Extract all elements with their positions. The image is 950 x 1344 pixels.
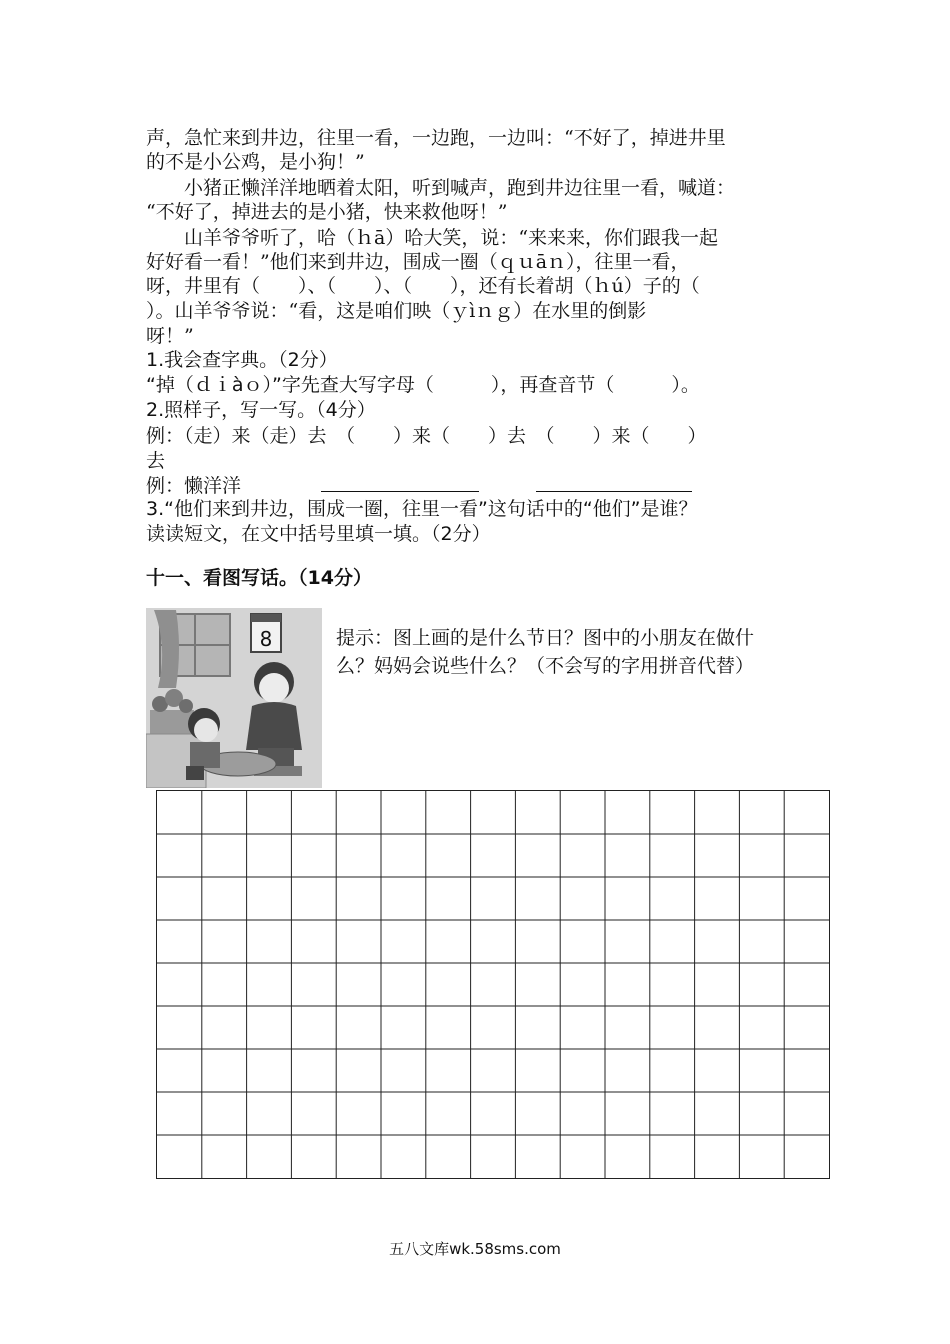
question-3-line-2: 读读短文，在文中括号里填一填。（2分）: [146, 523, 491, 545]
answer-blank[interactable]: [321, 491, 479, 492]
question-1-title: 1.我会查字典。（2分）: [146, 349, 338, 371]
question-2-example-2: 例：懒洋洋: [146, 475, 242, 497]
passage-line: 呀，井里有（ ）、（ ）、（ ），还有长着胡（ｈú）子的（: [146, 275, 700, 297]
footer-watermark: 五八文库wk.58sms.com: [389, 1240, 561, 1258]
question-1-text: “掉（ｄｉàｏ）”字先查大写字母（ ），再查音节（ ）。: [146, 374, 700, 396]
answer-blank[interactable]: [536, 491, 692, 492]
writing-grid[interactable]: [156, 790, 830, 1179]
writing-hint-line-1: 提示：图上画的是什么节日？图中的小朋友在做什: [336, 627, 755, 649]
passage-line: ）。山羊爷爷说：“看，这是咱们映（ｙìｎｇ）在水里的倒影: [146, 300, 647, 322]
passage-line: 山羊爷爷听了，哈（ｈā）哈大笑，说：“来来来，你们跟我一起: [146, 227, 719, 249]
passage-line: “不好了，掉进去的是小猪，快来救他呀！”: [146, 201, 508, 223]
writing-grid-lines: [157, 791, 829, 1178]
question-3-line-1: 3.“他们来到井边，围成一圈，往里一看”这句话中的“他们”是谁？: [146, 498, 698, 520]
mother-foot-washing-image: [146, 608, 322, 788]
writing-hint-line-2: 么？妈妈会说些什么？（不会写的字用拼音代替）: [336, 655, 755, 677]
question-2-example-1: 例：（走）来（走）去 （ ）来（ ）去 （ ）来（ ）: [146, 425, 707, 447]
calendar-number: 8: [259, 627, 273, 651]
passage-line: 小猪正懒洋洋地晒着太阳，听到喊声，跑到井边往里一看，喊道：: [146, 177, 736, 199]
question-2-title: 2.照样子，写一写。（4分）: [146, 399, 376, 421]
passage-line: 的不是小公鸡，是小狗！”: [146, 151, 365, 173]
question-2-example-1-cont: 去: [146, 450, 166, 472]
section-heading: 十一、看图写话。（14分）: [146, 567, 372, 589]
passage-line: 好好看一看！”他们来到井边，围成一圈（ｑｕāｎ），往里一看，: [146, 251, 690, 273]
passage-line: 声，急忙来到井边，往里一看，一边跑，一边叫：“不好了，掉进井里: [146, 127, 726, 149]
illustration: [146, 608, 322, 788]
passage-line: 呀！”: [146, 325, 194, 347]
